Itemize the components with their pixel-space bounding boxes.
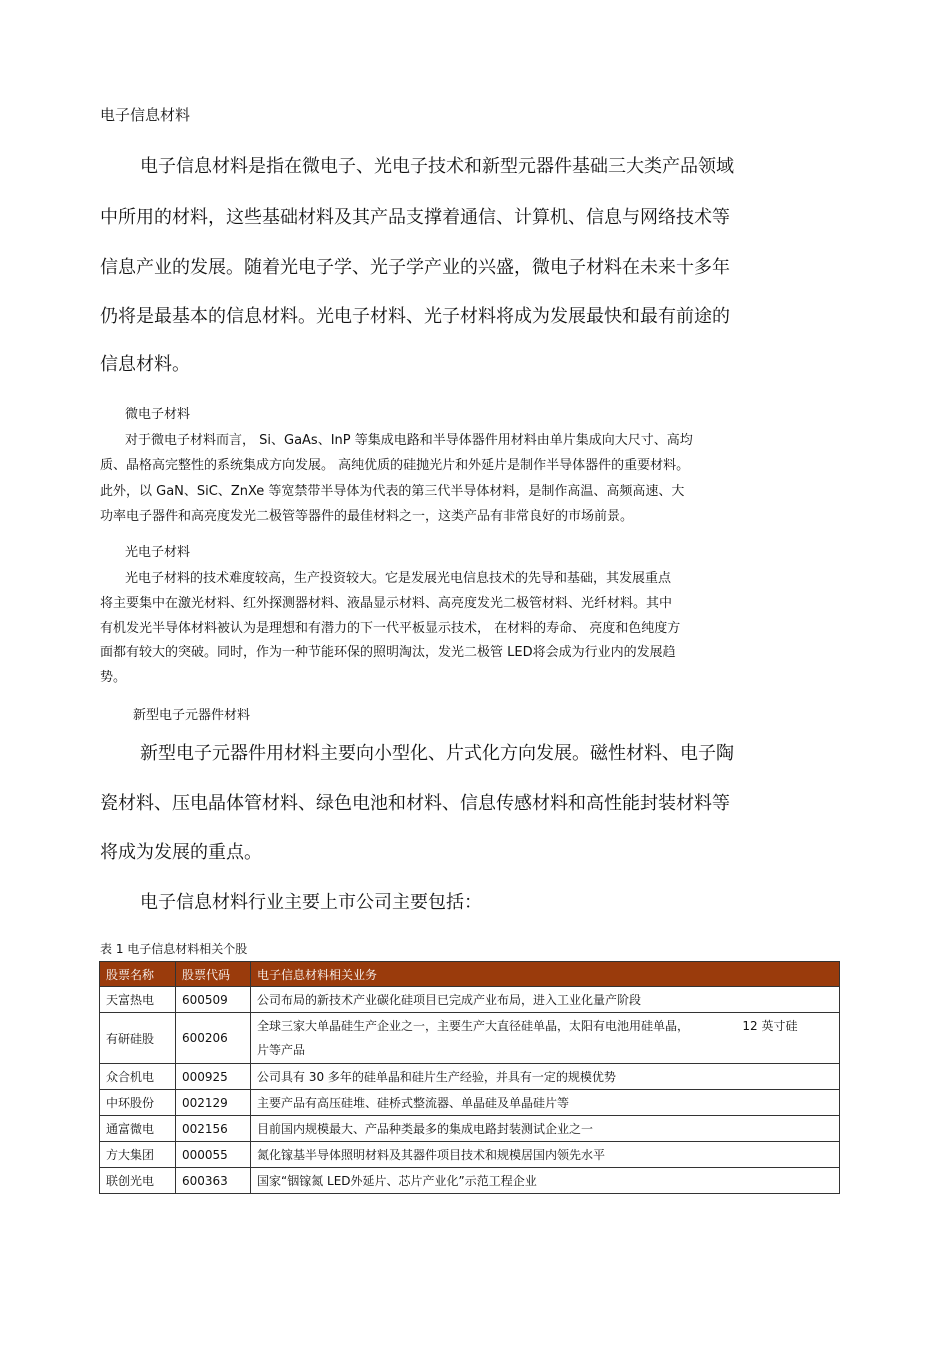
micro-line-4: 功率电子器件和高亮度发光二极管等器件的最佳材料之一，这类产品有非常良好的市场前景。 [100, 509, 634, 524]
stock-business: 主要产品有高压硅堆、硅桥式整流器、单晶硅及单晶硅片等 [251, 1090, 840, 1116]
table-caption: 表 1 电子信息材料相关个股 [100, 942, 248, 956]
intro-line-4: 仍将是最基本的信息材料。光电子材料、光子材料将成为发展最快和最有前途的 [100, 306, 730, 327]
opto-line-1: 光电子材料的技术难度较高，生产投资较大。它是发展光电信息技术的先导和基础，其发展重点 [125, 571, 672, 586]
stock-name: 联创光电 [100, 1168, 176, 1194]
stock-name: 通富微电 [100, 1116, 176, 1142]
stock-business: 氮化镓基半导体照明材料及其器件项目技术和规模居国内领先水平 [251, 1142, 840, 1168]
header-stock-name: 股票名称 [100, 962, 176, 987]
opto-title: 光电子材料 [125, 545, 191, 560]
opto-line-2: 将主要集中在激光材料、红外探测器材料、液晶显示材料、高亮度发光二极管材料、光纤材料。其中 [100, 596, 673, 611]
intro-line-3: 信息产业的发展。随着光电子学、光子学产业的兴盛，微电子材料在未来十多年 [100, 257, 730, 278]
table-row [100, 1090, 840, 1116]
table-row [100, 1064, 840, 1090]
stock-code: 000055 [176, 1142, 251, 1168]
components-line-1: 新型电子元器件用材料主要向小型化、片式化方向发展。磁性材料、电子陶 [140, 743, 734, 764]
stock-code: 000925 [176, 1064, 251, 1090]
stock-name: 中环股份 [100, 1090, 176, 1116]
stock-business: 公司布局的新技术产业碳化硅项目已完成产业布局，进入工业化量产阶段 [251, 987, 840, 1013]
stock-code: 002156 [176, 1116, 251, 1142]
companies-intro: 电子信息材料行业主要上市公司主要包括： [140, 892, 482, 913]
components-title: 新型电子元器件材料 [133, 708, 251, 723]
opto-line-5: 势。 [100, 670, 127, 685]
components-line-3: 将成为发展的重点。 [100, 842, 262, 863]
header-stock-code: 股票代码 [176, 962, 251, 987]
header-business: 电子信息材料相关业务 [251, 962, 840, 987]
stock-name: 有研硅股 [100, 1013, 176, 1064]
stock-business: 公司具有 30 多年的硅单晶和硅片生产经验，并具有一定的规模优势 [251, 1064, 840, 1090]
micro-line-2: 质、晶格高完整性的系统集成方向发展。 高纯优质的硅抛光片和外延片是制作半导体器件的重要材料。 [100, 458, 690, 473]
micro-line-3: 此外，以 GaN、SiC、ZnXe 等宽禁带半导体为代表的第三代半导体材料，是制作高温、高频高速、大 [100, 484, 685, 499]
stock-business: 国家“铟镓氮 LED外延片、芯片产业化”示范工程企业 [251, 1168, 840, 1194]
table-row [100, 1013, 840, 1064]
stock-name: 天富热电 [100, 987, 176, 1013]
table-row [100, 987, 840, 1013]
stock-code: 600363 [176, 1168, 251, 1194]
table-row [100, 1116, 840, 1142]
table-row [100, 1142, 840, 1168]
table-header-row [100, 962, 840, 987]
stock-business [251, 1013, 840, 1064]
stock-business-line-1: 全球三家大单晶硅生产企业之一，主要生产大直径硅单晶，太阳有电池用硅单晶， 12 英寸硅 [257, 1019, 798, 1033]
opto-line-3: 有机发光半导体材料被认为是理想和有潜力的下一代平板显示技术， 在材料的寿命、 亮度和色纯度方 [100, 621, 681, 636]
stock-business: 目前国内规模最大、产品种类最多的集成电路封装测试企业之一 [251, 1116, 840, 1142]
opto-line-4: 面都有较大的突破。同时，作为一种节能环保的照明淘汰，发光二极管 LED将会成为行业内的发展趋 [100, 645, 676, 660]
page-heading: 电子信息材料 [100, 106, 191, 124]
stocks-table [99, 961, 840, 1194]
stock-code: 600206 [176, 1013, 251, 1064]
stock-code: 002129 [176, 1090, 251, 1116]
components-line-2: 瓷材料、压电晶体管材料、绿色电池和材料、信息传感材料和高性能封装材料等 [100, 793, 730, 814]
stock-name: 方大集团 [100, 1142, 176, 1168]
intro-line-2: 中所用的材料，这些基础材料及其产品支撑着通信、计算机、信息与网络技术等 [100, 207, 730, 228]
stock-business-line-2: 片等产品 [257, 1043, 306, 1057]
stock-name: 众合机电 [100, 1064, 176, 1090]
micro-title: 微电子材料 [125, 407, 191, 422]
intro-line-1: 电子信息材料是指在微电子、光电子技术和新型元器件基础三大类产品领域 [140, 156, 734, 177]
stock-code: 600509 [176, 987, 251, 1013]
micro-line-1: 对于微电子材料而言， Si、GaAs、InP 等集成电路和半导体器件用材料由单片集成向大尺寸、高均 [125, 433, 693, 448]
intro-line-5: 信息材料。 [100, 354, 190, 375]
table-row [100, 1168, 840, 1194]
